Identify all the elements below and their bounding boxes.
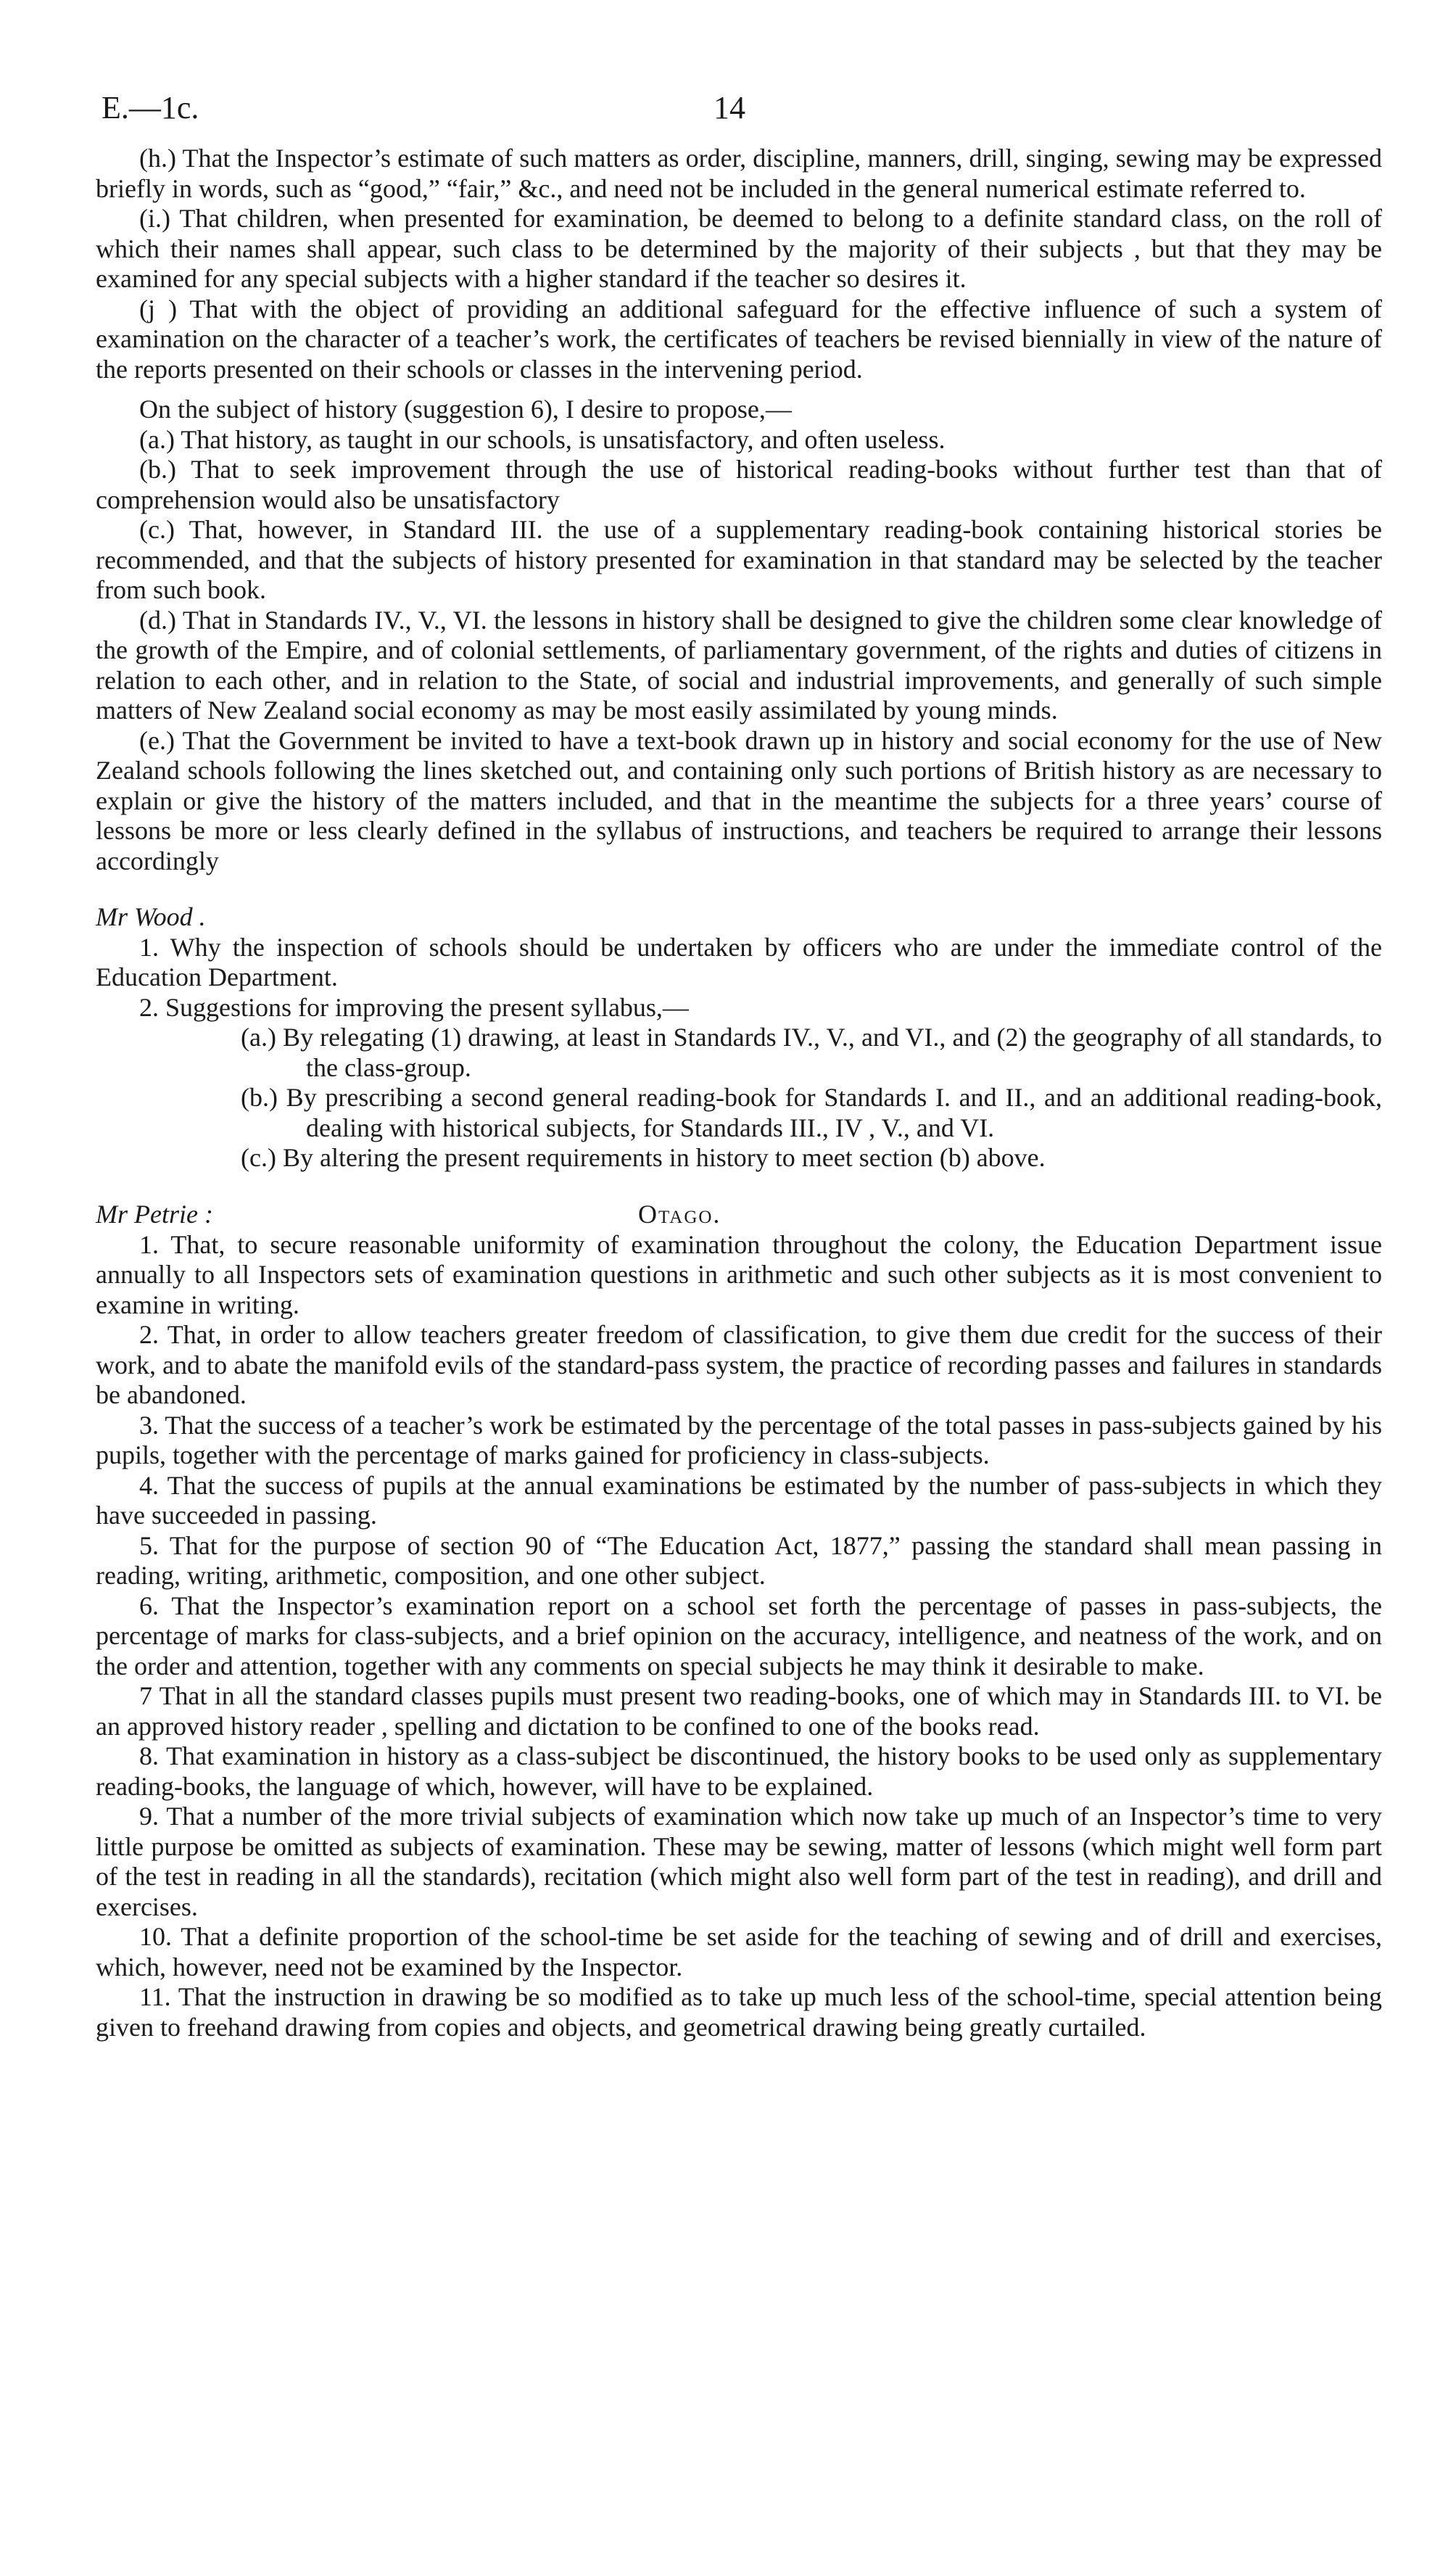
speaker-mr-petrie: Mr Petrie : [96, 1199, 213, 1229]
history-lead: On the subject of history (suggestion 6), I desire to propose,— [139, 395, 792, 424]
otago-item-8: 8. That examination in history as a class-subject be discontinued, the history books to be used only as supplementary reading-books, the language of which, however, will have to be explained. [96, 1741, 1382, 1801]
otago-item-9: 9. That a number of the more trivial subjects of examination which now take up much of an Inspector’s time to very little purpose be omitted as subjects of examination. These may be sewing, matter of lessons (which might well form part of the test in reading in all the standards), recitation (which might also well form part of the test in reading), and drill and exercises. [96, 1802, 1382, 1921]
paragraph-h: (h.) That the Inspector’s estimate of such matters as order, discipline, manners, drill, singing, sewing may be expressed briefly in words, such as “good,” “fair,” &c., and need not be included in the general numerical estimate referred to. [96, 144, 1382, 203]
history-item-d: (d.) That in Standards IV., V., VI. the lessons in history shall be designed to give the children some clear knowledge of the growth of the Empire, and of colonial settlements, of parliamentary government, of the rights and duties of citizens in relation to each other, and in relation to the State, of social and industrial improvements, and generally of such simple matters of New Zealand social economy as may be most easily assimilated by young minds. [96, 605, 1382, 725]
page-header [96, 90, 1382, 144]
otago-item-4: 4. That the success of pupils at the annual examinations be estimated by the number of pass-subjects in which they have succeeded in passing. [96, 1470, 1382, 1530]
otago-item-11: 11. That the instruction in drawing be so modified as to take up much less of the school-time, special attention being given to freehand drawing from copies and objects, and geometrical drawing being greatly curtailed. [96, 1982, 1382, 2042]
wood-item-1: 1. Why the inspection of schools should be undertaken by officers who are under the immediate control of the Education Department. [96, 932, 1382, 991]
paragraph-j: (j ) That with the object of providing an additional safeguard for the effective influence of such a system of examination on the character of a teacher’s work, the certificates of teachers be revised biennially in view of the nature of the reports presented on their schools or classes in the intervening period. [96, 294, 1382, 384]
speaker-mr-wood: Mr Wood . [96, 902, 206, 931]
otago-item-1: 1. That, to secure reasonable uniformity of examination throughout the colony, the Education Department issue annually to all Inspectors sets of examination questions in arithmetic and such other subjects as it is most convenient to examine in writing. [96, 1229, 1382, 1319]
history-item-e: (e.) That the Government be invited to have a text-book drawn up in history and social economy for the use of New Zealand schools following the lines sketched out, and containing only such portions of British history as are necessary to explain or give the history of the matters included, and that in the meantime the subjects for a three years’ course of lessons be more or less clearly defined in the syllabus of instructions, and teachers be required to arrange their lessons accordingly [96, 725, 1382, 875]
document-reference: E.—1c. [102, 90, 199, 125]
otago-section-header [96, 1200, 1382, 1230]
wood-subitem-b: (b.) By prescribing a second general reading-book for Standards I. and II., and an additional reading-book, dealing with historical subjects, for Standards III., IV , V., and VI. [241, 1083, 1382, 1142]
otago-item-2: 2. That, in order to allow teachers greater freedom of classification, to give them due credit for the success of their work, and to abate the manifold evils of the standard-pass system, the practice of recording passes and failures in standards be abandoned. [96, 1320, 1382, 1409]
history-item-a: (a.) That history, as taught in our schools, is unsatisfactory, and often useless. [139, 424, 946, 454]
page-number: 14 [713, 90, 745, 125]
otago-item-10: 10. That a definite proportion of the school-time be set aside for the teaching of sewing and of drill and exercises, which, however, need not be examined by the Inspector. [96, 1922, 1382, 1981]
otago-item-5: 5. That for the purpose of section 90 of “The Education Act, 1877,” passing the standard shall mean passing in reading, writing, arithmetic, composition, and one other subject. [96, 1530, 1382, 1590]
section-title-otago: Otago. [638, 1199, 721, 1229]
wood-item-2: 2. Suggestions for improving the present syllabus,— [139, 992, 689, 1022]
history-item-b: (b.) That to seek improvement through the use of historical reading-books without further test than that of comprehension would also be unsatisfactory [96, 455, 1382, 514]
otago-item-6: 6. That the Inspector’s examination report on a school set forth the percentage of passes in pass-subjects, the percentage of marks for class-subjects, and a brief opinion on the accuracy, intelligence, and neatness of the work, and on the order and attention, together with any comments on special subjects he may think it desirable to make. [96, 1591, 1382, 1680]
document-page [96, 90, 1382, 2042]
history-item-c: (c.) That, however, in Standard III. the use of a supplementary reading-book containing historical stories be recommended, and that the subjects of history presented for examination in that standard may be selected by the teacher from such book. [96, 515, 1382, 604]
wood-subitem-c: (c.) By altering the present requirements in history to meet section (b) above. [241, 1143, 1046, 1172]
otago-item-3: 3. That the success of a teacher’s work be estimated by the percentage of the total passes in pass-subjects gained by his pupils, together with the percentage of marks gained for proficiency in class-subjects. [96, 1410, 1382, 1469]
paragraph-i: (i.) That children, when presented for examination, be deemed to belong to a definite standard class, on the roll of which their names shall appear, such class to be determined by the majority of their subjects , but that they may be examined for any special subjects with a higher standard if the teacher so desires it. [96, 204, 1382, 293]
otago-item-7: 7 That in all the standard classes pupils must present two reading-books, one of which may in Standards III. to VI. be an approved history reader , spelling and dictation to be confined to one of the books read. [96, 1681, 1382, 1741]
wood-subitem-a: (a.) By relegating (1) drawing, at least in Standards IV., V., and VI., and (2) the geography of all standards, to the class-group. [241, 1023, 1382, 1082]
